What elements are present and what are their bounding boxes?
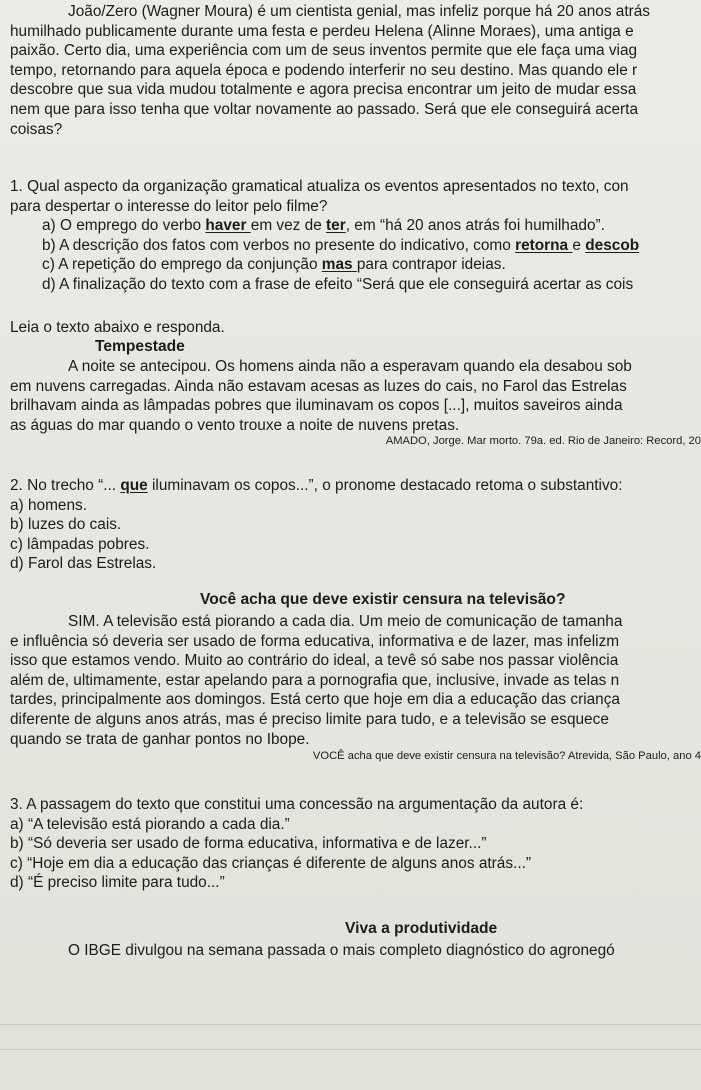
- censura-line: quando se trata de ganhar pontos no Ibope.: [10, 730, 310, 748]
- page-fold-line: [0, 1049, 701, 1050]
- intro-line: coisas?: [10, 120, 63, 138]
- censura-citation: VOCÊ acha que deve existir censura na televisão? Atrevida, São Paulo, ano 4: [312, 750, 701, 762]
- question-2: [10, 476, 701, 574]
- text-tempestade: [0, 337, 701, 357]
- question-2-option-b: b) luzes do cais.: [10, 516, 122, 534]
- question-1-stem: para despertar o interesse do leitor pelo filme?: [10, 197, 328, 215]
- intro-line: tempo, retornando para aquela época e podendo interferir no seu destino. Mas quando ele r: [10, 61, 638, 79]
- question-1-option-c: c) A repetição do emprego da conjunção mas para contrapor ideias.: [42, 256, 506, 274]
- intro-line: paixão. Certo dia, uma experiência com um de seus inventos permite que ele faça uma viag: [10, 42, 638, 60]
- question-3-stem: 3. A passagem do texto que constitui uma concessão na argumentação da autora é:: [10, 796, 584, 813]
- tempestade-line: A noite se antecipou. Os homens ainda não a esperavam quando ela desabou sob: [68, 358, 632, 375]
- censura-line: e influência só deveria ser usado de forma educativa, informativa e de lazer, mas infelizm: [10, 632, 620, 650]
- produtividade-paragraph: [10, 941, 701, 961]
- censura-source: [0, 749, 701, 763]
- tempestade-source: [0, 434, 701, 448]
- tempestade-paragraph: [10, 357, 701, 435]
- question-1-stem: 1. Qual aspecto da organização gramatical atualiza os eventos apresentados no texto, con: [10, 178, 629, 195]
- intro-line: descobre que sua vida mudou totalmente e agora precisa encontrar um jeito de mudar essa: [10, 81, 637, 99]
- instruction: Leia o texto abaixo e responda.: [10, 319, 225, 336]
- censura-line: tardes, principalmente aos domingos. Está certo que hoje em dia a educação das criança: [10, 691, 620, 709]
- question-1-option-d: d) A finalização do texto com a frase de efeito “Será que ele conseguirá acertar as cois: [42, 275, 634, 293]
- tempestade-citation: AMADO, Jorge. Mar morto. 79a. ed. Rio de Janeiro: Record, 20: [385, 435, 701, 447]
- tempestade-line: as águas do mar quando o vento trouxe a noite de nuvens pretas.: [10, 416, 460, 434]
- censura-line: SIM. A televisão está piorando a cada dia. Um meio de comunicação de tamanha: [68, 613, 623, 630]
- censura-line: diferente de alguns anos atrás, mas é preciso limite para tudo, e a televisão se esquece: [10, 710, 609, 728]
- intro-line: João/Zero (Wagner Moura) é um cientista genial, mas infeliz porque há 20 anos atrás: [68, 3, 651, 20]
- tempestade-line: em nuvens carregadas. Ainda não estavam acesas as luzes do cais, no Farol das Estrelas: [10, 377, 627, 395]
- question-1-option-b: b) A descrição dos fatos com verbos no presente do indicativo, como retorna e descob: [42, 236, 640, 254]
- question-3-option-b: b) “Só deveria ser usado de forma educativa, informativa e de lazer...”: [10, 835, 487, 853]
- question-3-option-a: a) “A televisão está piorando a cada dia.”: [10, 815, 290, 833]
- instruction-text: [10, 318, 701, 338]
- page-fold-line: [0, 1024, 701, 1025]
- question-3-option-c: c) “Hoje em dia a educação das crianças é diferente de alguns anos atrás...”: [10, 854, 532, 872]
- question-3: [10, 795, 701, 893]
- question-2-stem: 2. No trecho “... que iluminavam os copos...”, o pronome destacado retoma o substantivo:: [10, 477, 623, 494]
- censura-line: isso que estamos vendo. Muito ao contrário do ideal, a tevê só sabe nos passar violência: [10, 652, 619, 670]
- question-3-option-d: d) “É preciso limite para tudo...”: [10, 874, 225, 892]
- question-2-option-c: c) lâmpadas pobres.: [10, 535, 150, 553]
- produtividade-line: O IBGE divulgou na semana passada o mais completo diagnóstico do agronegó: [68, 942, 615, 959]
- question-1: [10, 177, 701, 295]
- censura-title: Você acha que deve existir censura na televisão?: [200, 591, 566, 608]
- tempestade-line: brilhavam ainda as lâmpadas pobres que iluminavam os copos [...], muitos saveiros ainda: [10, 397, 623, 415]
- question-2-option-a: a) homens.: [10, 496, 87, 514]
- intro-line: humilhado publicamente durante uma festa e perdeu Helena (Alinne Moraes), uma antiga e: [10, 22, 634, 40]
- tempestade-title: Tempestade: [95, 338, 185, 355]
- text-produtividade: [0, 919, 701, 939]
- question-2-option-d: d) Farol das Estrelas.: [10, 555, 157, 573]
- text-censura: [0, 590, 701, 610]
- question-1-option-a: a) O emprego do verbo haver em vez de ter, em “há 20 anos atrás foi humilhado”.: [42, 217, 605, 235]
- intro-paragraph: [10, 2, 701, 139]
- intro-line: nem que para isso tenha que voltar novamente ao passado. Será que ele conseguirá acerta: [10, 100, 639, 118]
- censura-line: além de, ultimamente, estar apelando para a pornografia que, inclusive, invade as telas n: [10, 671, 620, 689]
- produtividade-title: Viva a produtividade: [345, 920, 498, 937]
- censura-paragraph: [10, 612, 701, 749]
